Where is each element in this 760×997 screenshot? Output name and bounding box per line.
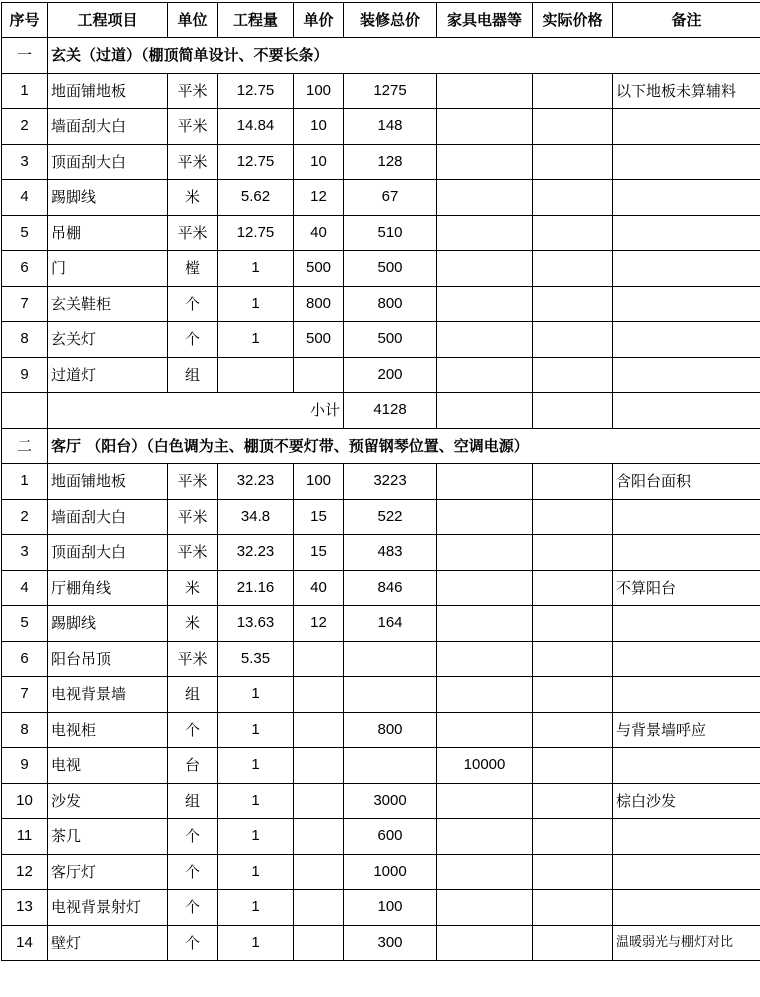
row-actual-price: [533, 606, 613, 642]
row-furniture: [437, 535, 533, 571]
row-unit-price: 100: [294, 464, 344, 500]
row-quantity: 5.35: [218, 641, 294, 677]
subtotal-blank: [2, 393, 48, 429]
row-index: 1: [2, 464, 48, 500]
subtotal-label: 小计: [48, 393, 344, 429]
table-body: [2, 38, 760, 961]
subtotal-value: 4128: [344, 393, 437, 429]
row-unit: 米: [168, 570, 218, 606]
row-unit: 平米: [168, 535, 218, 571]
row-actual-price: [533, 783, 613, 819]
row-note: [613, 748, 760, 784]
row-note: 温暖弱光与棚灯对比: [613, 925, 760, 961]
row-actual-price: [533, 251, 613, 287]
row-furniture: [437, 677, 533, 713]
row-quantity: 34.8: [218, 499, 294, 535]
row-total: 3000: [344, 783, 437, 819]
row-item: 客厅灯: [48, 854, 168, 890]
row-index: 10: [2, 783, 48, 819]
row-item: 电视柜: [48, 712, 168, 748]
row-total: 800: [344, 712, 437, 748]
row-quantity: 1: [218, 854, 294, 890]
row-index: 8: [2, 712, 48, 748]
row-quantity: 13.63: [218, 606, 294, 642]
row-note: 含阳台面积: [613, 464, 760, 500]
row-index: 3: [2, 535, 48, 571]
table-row: [2, 144, 760, 180]
row-unit-price: [294, 712, 344, 748]
row-actual-price: [533, 890, 613, 926]
row-actual-price: [533, 464, 613, 500]
row-total: 510: [344, 215, 437, 251]
row-furniture: [437, 251, 533, 287]
row-total: 128: [344, 144, 437, 180]
table-row: [2, 570, 760, 606]
row-total: 1275: [344, 73, 437, 109]
row-furniture: [437, 464, 533, 500]
row-actual-price: [533, 854, 613, 890]
row-unit-price: 800: [294, 286, 344, 322]
row-quantity: 12.75: [218, 73, 294, 109]
row-item: 茶几: [48, 819, 168, 855]
table-row: [2, 180, 760, 216]
subtotal-blank: [613, 393, 760, 429]
table-row: [2, 464, 760, 500]
row-furniture: [437, 499, 533, 535]
row-actual-price: [533, 641, 613, 677]
row-quantity: 1: [218, 712, 294, 748]
row-item: 踢脚线: [48, 606, 168, 642]
row-index: 7: [2, 286, 48, 322]
row-note: [613, 854, 760, 890]
row-note: [613, 109, 760, 145]
row-item: 地面铺地板: [48, 464, 168, 500]
row-furniture: [437, 215, 533, 251]
row-quantity: 1: [218, 925, 294, 961]
table-row: [2, 783, 760, 819]
row-total: 522: [344, 499, 437, 535]
row-note: 与背景墙呼应: [613, 712, 760, 748]
table-row: [2, 712, 760, 748]
table-row: [2, 357, 760, 393]
row-quantity: [218, 357, 294, 393]
row-furniture: [437, 854, 533, 890]
row-unit: 平米: [168, 464, 218, 500]
row-total: 1000: [344, 854, 437, 890]
table-row: [2, 499, 760, 535]
table-row: [2, 925, 760, 961]
row-furniture: [437, 819, 533, 855]
row-unit-price: [294, 357, 344, 393]
row-note: [613, 535, 760, 571]
row-quantity: 14.84: [218, 109, 294, 145]
row-index: 4: [2, 180, 48, 216]
row-note: [613, 286, 760, 322]
table-row: [2, 73, 760, 109]
row-actual-price: [533, 499, 613, 535]
row-item: 阳台吊顶: [48, 641, 168, 677]
row-item: 墙面刮大白: [48, 109, 168, 145]
row-note: [613, 677, 760, 713]
row-note: [613, 606, 760, 642]
row-index: 9: [2, 357, 48, 393]
row-item: 吊棚: [48, 215, 168, 251]
row-furniture: [437, 606, 533, 642]
row-furniture: [437, 357, 533, 393]
row-item: 地面铺地板: [48, 73, 168, 109]
row-item: 电视背景墙: [48, 677, 168, 713]
row-note: [613, 499, 760, 535]
row-index: 14: [2, 925, 48, 961]
row-unit: 米: [168, 606, 218, 642]
row-furniture: [437, 925, 533, 961]
row-unit: 组: [168, 677, 218, 713]
row-actual-price: [533, 322, 613, 358]
row-unit: 樘: [168, 251, 218, 287]
row-actual-price: [533, 144, 613, 180]
row-quantity: 1: [218, 783, 294, 819]
row-total: 100: [344, 890, 437, 926]
col-header-notes: 备注: [613, 3, 760, 38]
row-unit: 个: [168, 890, 218, 926]
row-unit-price: [294, 925, 344, 961]
row-total: [344, 641, 437, 677]
row-unit-price: [294, 890, 344, 926]
row-actual-price: [533, 677, 613, 713]
row-unit-price: 12: [294, 180, 344, 216]
row-unit-price: [294, 819, 344, 855]
row-unit: 平米: [168, 144, 218, 180]
row-total: 3223: [344, 464, 437, 500]
row-total: 800: [344, 286, 437, 322]
row-unit-price: 15: [294, 499, 344, 535]
section-header-row: [2, 428, 760, 464]
col-header-index: 序号: [2, 3, 48, 38]
row-actual-price: [533, 215, 613, 251]
row-furniture: [437, 783, 533, 819]
section-title: 玄关（过道）（棚顶简单设计、不要长条）: [48, 38, 760, 74]
row-furniture: [437, 109, 533, 145]
table-row: [2, 215, 760, 251]
row-unit: 台: [168, 748, 218, 784]
row-unit-price: 40: [294, 215, 344, 251]
row-unit: 平米: [168, 641, 218, 677]
row-unit-price: 40: [294, 570, 344, 606]
table-row: [2, 535, 760, 571]
row-unit: 平米: [168, 109, 218, 145]
row-unit: 个: [168, 286, 218, 322]
col-header-actual-price: 实际价格: [533, 3, 613, 38]
row-note: [613, 890, 760, 926]
row-total: [344, 677, 437, 713]
row-unit-price: 12: [294, 606, 344, 642]
col-header-unit-price: 单价: [294, 3, 344, 38]
row-actual-price: [533, 286, 613, 322]
row-total: 846: [344, 570, 437, 606]
section-title: 客厅 （阳台）（白色调为主、棚顶不要灯带、预留钢琴位置、空调电源）: [48, 428, 760, 464]
table-row: [2, 890, 760, 926]
row-total: 164: [344, 606, 437, 642]
section-header-row: [2, 38, 760, 74]
row-furniture: [437, 73, 533, 109]
row-item: 踢脚线: [48, 180, 168, 216]
row-item: 厅棚角线: [48, 570, 168, 606]
row-index: 11: [2, 819, 48, 855]
row-note: [613, 180, 760, 216]
row-note: [613, 322, 760, 358]
row-note: 以下地板未算辅料: [613, 73, 760, 109]
table-row: [2, 641, 760, 677]
row-quantity: 12.75: [218, 144, 294, 180]
row-unit-price: 500: [294, 251, 344, 287]
row-unit: 米: [168, 180, 218, 216]
row-unit-price: 15: [294, 535, 344, 571]
section-number: 一: [2, 38, 48, 74]
header-row: [2, 3, 760, 38]
row-index: 7: [2, 677, 48, 713]
table-row: [2, 748, 760, 784]
col-header-furniture: 家具电器等: [437, 3, 533, 38]
table-row: [2, 251, 760, 287]
row-index: 13: [2, 890, 48, 926]
section-number: 二: [2, 428, 48, 464]
row-unit-price: [294, 748, 344, 784]
row-unit-price: [294, 677, 344, 713]
row-note: [613, 641, 760, 677]
row-unit: 个: [168, 712, 218, 748]
row-unit: 组: [168, 783, 218, 819]
row-index: 2: [2, 109, 48, 145]
row-unit: 组: [168, 357, 218, 393]
table-row: [2, 322, 760, 358]
subtotal-blank: [437, 393, 533, 429]
row-total: 67: [344, 180, 437, 216]
row-unit: 个: [168, 322, 218, 358]
row-note: [613, 819, 760, 855]
row-quantity: 1: [218, 819, 294, 855]
row-unit: 个: [168, 854, 218, 890]
row-unit-price: 100: [294, 73, 344, 109]
table-row: [2, 286, 760, 322]
row-actual-price: [533, 925, 613, 961]
row-furniture: [437, 712, 533, 748]
renovation-budget-table: [1, 2, 760, 961]
row-actual-price: [533, 535, 613, 571]
row-actual-price: [533, 109, 613, 145]
table-row: [2, 677, 760, 713]
row-index: 12: [2, 854, 48, 890]
row-index: 4: [2, 570, 48, 606]
table-row: [2, 854, 760, 890]
row-quantity: 5.62: [218, 180, 294, 216]
col-header-quantity: 工程量: [218, 3, 294, 38]
row-quantity: 1: [218, 890, 294, 926]
row-furniture: [437, 286, 533, 322]
row-actual-price: [533, 357, 613, 393]
row-unit-price: 10: [294, 109, 344, 145]
row-item: 电视背景射灯: [48, 890, 168, 926]
row-unit-price: [294, 641, 344, 677]
subtotal-row: [2, 393, 760, 429]
row-total: 200: [344, 357, 437, 393]
row-actual-price: [533, 712, 613, 748]
row-item: 顶面刮大白: [48, 144, 168, 180]
row-index: 5: [2, 606, 48, 642]
row-quantity: 21.16: [218, 570, 294, 606]
row-index: 5: [2, 215, 48, 251]
row-unit: 平米: [168, 215, 218, 251]
row-total: 500: [344, 322, 437, 358]
row-item: 玄关灯: [48, 322, 168, 358]
row-quantity: 32.23: [218, 464, 294, 500]
row-index: 9: [2, 748, 48, 784]
table-row: [2, 819, 760, 855]
row-quantity: 1: [218, 748, 294, 784]
row-total: 148: [344, 109, 437, 145]
row-furniture: [437, 641, 533, 677]
row-note: [613, 251, 760, 287]
row-note: 不算阳台: [613, 570, 760, 606]
row-furniture: [437, 180, 533, 216]
row-item: 门: [48, 251, 168, 287]
row-index: 6: [2, 251, 48, 287]
row-unit: 个: [168, 819, 218, 855]
row-unit-price: 500: [294, 322, 344, 358]
row-quantity: 12.75: [218, 215, 294, 251]
col-header-unit: 单位: [168, 3, 218, 38]
row-quantity: 1: [218, 251, 294, 287]
row-actual-price: [533, 819, 613, 855]
row-index: 3: [2, 144, 48, 180]
row-quantity: 1: [218, 677, 294, 713]
row-unit: 平米: [168, 73, 218, 109]
col-header-item: 工程项目: [48, 3, 168, 38]
row-total: 300: [344, 925, 437, 961]
row-note: [613, 144, 760, 180]
row-note: [613, 215, 760, 251]
row-item: 过道灯: [48, 357, 168, 393]
row-index: 1: [2, 73, 48, 109]
row-actual-price: [533, 180, 613, 216]
row-item: 电视: [48, 748, 168, 784]
row-item: 玄关鞋柜: [48, 286, 168, 322]
row-total: 600: [344, 819, 437, 855]
row-actual-price: [533, 570, 613, 606]
row-item: 沙发: [48, 783, 168, 819]
row-index: 2: [2, 499, 48, 535]
row-furniture: [437, 322, 533, 358]
subtotal-blank: [533, 393, 613, 429]
row-unit-price: [294, 783, 344, 819]
row-actual-price: [533, 73, 613, 109]
row-total: [344, 748, 437, 784]
row-actual-price: [533, 748, 613, 784]
row-item: 顶面刮大白: [48, 535, 168, 571]
row-total: 483: [344, 535, 437, 571]
row-unit-price: [294, 854, 344, 890]
row-item: 墙面刮大白: [48, 499, 168, 535]
row-furniture: [437, 144, 533, 180]
table-row: [2, 606, 760, 642]
row-unit: 个: [168, 925, 218, 961]
row-quantity: 1: [218, 322, 294, 358]
row-furniture: [437, 570, 533, 606]
row-index: 8: [2, 322, 48, 358]
row-unit: 平米: [168, 499, 218, 535]
row-quantity: 1: [218, 286, 294, 322]
row-furniture: 10000: [437, 748, 533, 784]
row-unit-price: 10: [294, 144, 344, 180]
row-note: [613, 357, 760, 393]
row-quantity: 32.23: [218, 535, 294, 571]
table-row: [2, 109, 760, 145]
row-note: 棕白沙发: [613, 783, 760, 819]
row-furniture: [437, 890, 533, 926]
row-item: 壁灯: [48, 925, 168, 961]
col-header-total: 装修总价: [344, 3, 437, 38]
row-index: 6: [2, 641, 48, 677]
row-total: 500: [344, 251, 437, 287]
